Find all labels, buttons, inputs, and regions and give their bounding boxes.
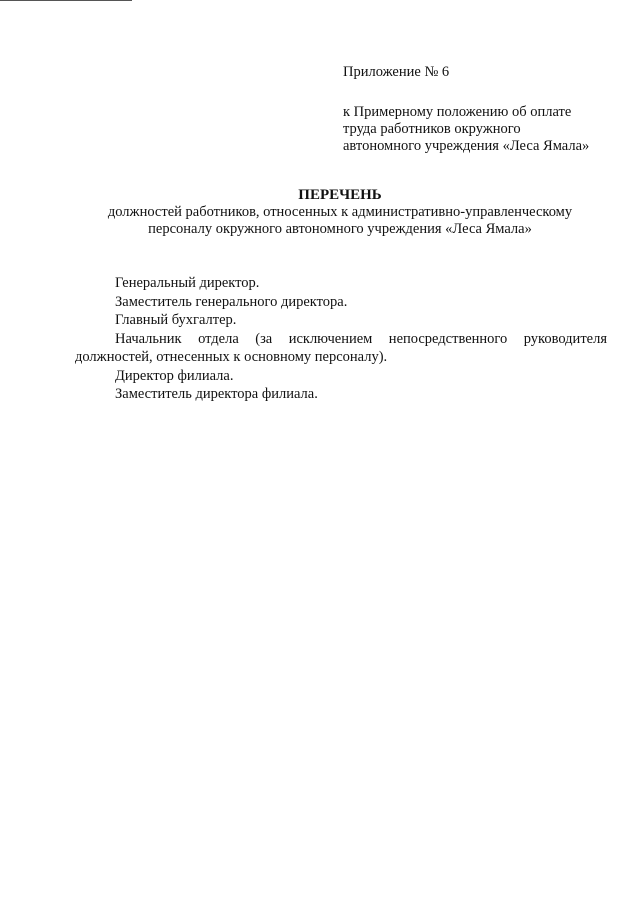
appendix-reference-line: труда работников окружного bbox=[343, 121, 521, 137]
position-item-multiline bbox=[75, 330, 607, 367]
document-subtitle-line: персоналу окружного автономного учреждения «Леса Ямала» bbox=[148, 221, 532, 237]
document-subtitle-line: должностей работников, относенных к административно-управленческому bbox=[107, 204, 573, 220]
appendix-reference-line: к Примерному положению об оплате bbox=[343, 104, 572, 120]
document-heading bbox=[60, 187, 620, 238]
positions-list bbox=[75, 274, 607, 404]
position-item: Главный бухгалтер. bbox=[115, 312, 237, 328]
appendix-title: Приложение № 6 bbox=[343, 64, 450, 80]
appendix-block bbox=[343, 64, 613, 155]
position-item: Заместитель директора филиала. bbox=[115, 386, 318, 402]
document-subtitle bbox=[60, 204, 620, 238]
scan-edge-mark bbox=[0, 0, 132, 1]
position-item: Заместитель генерального директора. bbox=[115, 293, 348, 310]
document-title: ПЕРЕЧЕНЬ bbox=[298, 187, 382, 203]
appendix-reference-line: автономного учреждения «Леса Ямала» bbox=[343, 138, 590, 154]
position-item: Директор филиала. bbox=[115, 367, 234, 384]
position-item: Генеральный директор. bbox=[115, 275, 260, 291]
position-item-line: Начальник отдела (за исключением непосредственного руководителя bbox=[115, 330, 607, 347]
position-item-line: должностей, отнесенных к основному персоналу). bbox=[75, 349, 388, 365]
appendix-reference bbox=[343, 104, 613, 155]
